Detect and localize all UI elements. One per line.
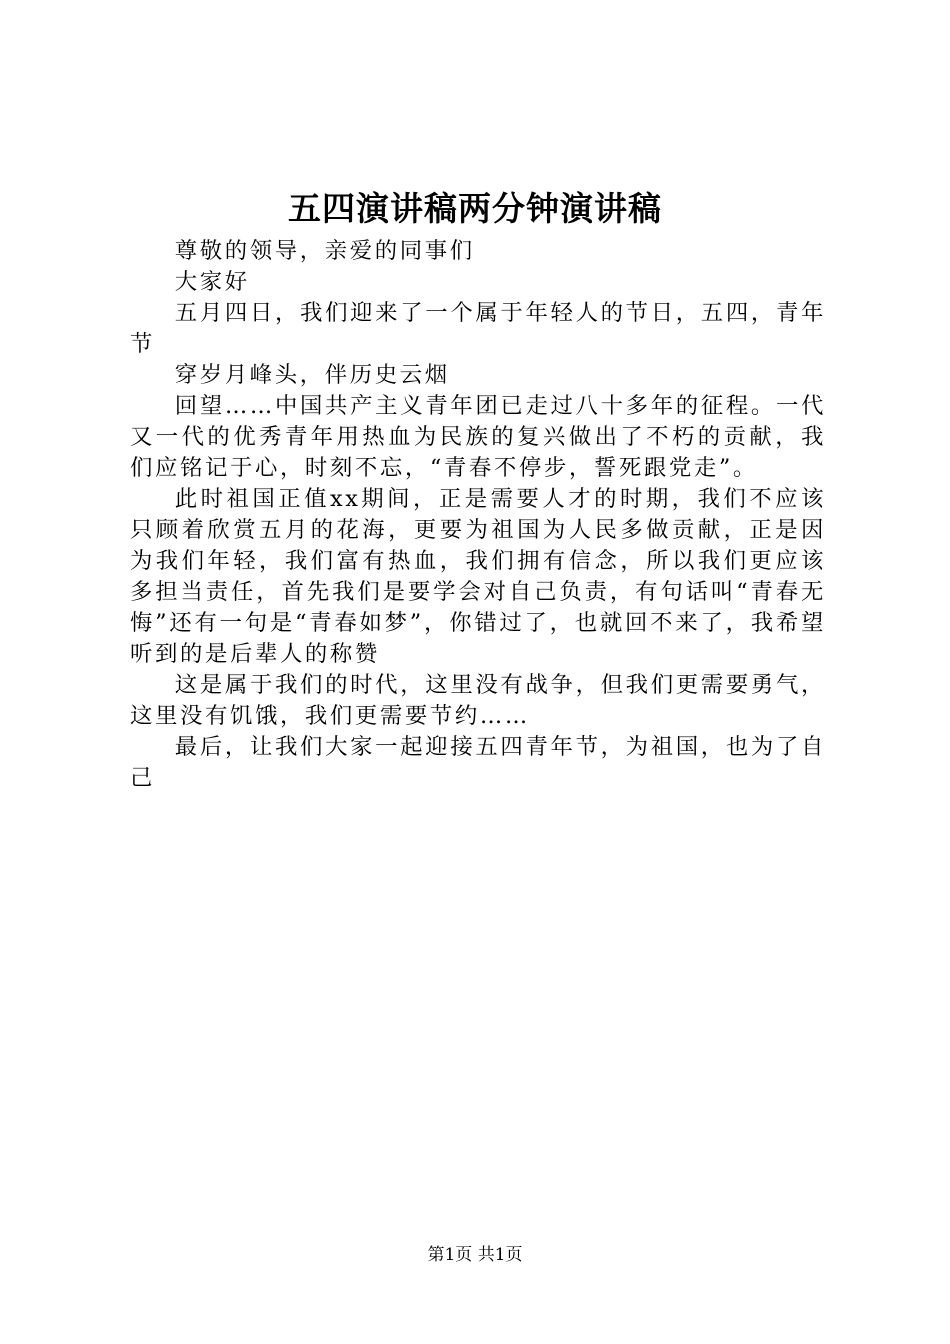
paragraph-closing: 最后，让我们大家一起迎接五四青年节，为祖国，也为了自己 (130, 734, 826, 791)
paragraph: 此时祖国正值xx期间，正是需要人才的时期，我们不应该只顾着欣赏五月的花海，更要为祖国为人民多做贡献，正是因为我们年轻，我们富有热血，我们拥有信念，所以我们更应该多担当责任，首先我们是要学会对自己负责，有句话叫“青春无悔”还有一句是“青春如梦”，你错过了，也就回不来了，我希望听到的是后辈人的称赞 (130, 486, 826, 667)
paragraph: 回望……中国共产主义青年团已走过八十多年的征程。一代又一代的优秀青年用热血为民族的复兴做出了不朽的贡献，我们应铭记于心，时刻不忘，“青春不停步，誓死跟党走”。 (130, 393, 826, 481)
page-number-footer: 第1页 共1页 (427, 1245, 523, 1265)
paragraph: 五月四日，我们迎来了一个属于年轻人的节日，五四，青年节 (130, 300, 826, 357)
paragraph-salutation: 尊敬的领导，亲爱的同事们 (174, 238, 475, 264)
paragraph: 穿岁月峰头，伴历史云烟 (174, 362, 450, 388)
document-title: 五四演讲稿两分钟演讲稿 (288, 189, 662, 228)
paragraph: 这是属于我们的时代，这里没有战争，但我们更需要勇气，这里没有饥饿，我们更需要节约…… (130, 672, 826, 729)
paragraph-greeting: 大家好 (174, 269, 250, 295)
document-body (130, 236, 826, 794)
